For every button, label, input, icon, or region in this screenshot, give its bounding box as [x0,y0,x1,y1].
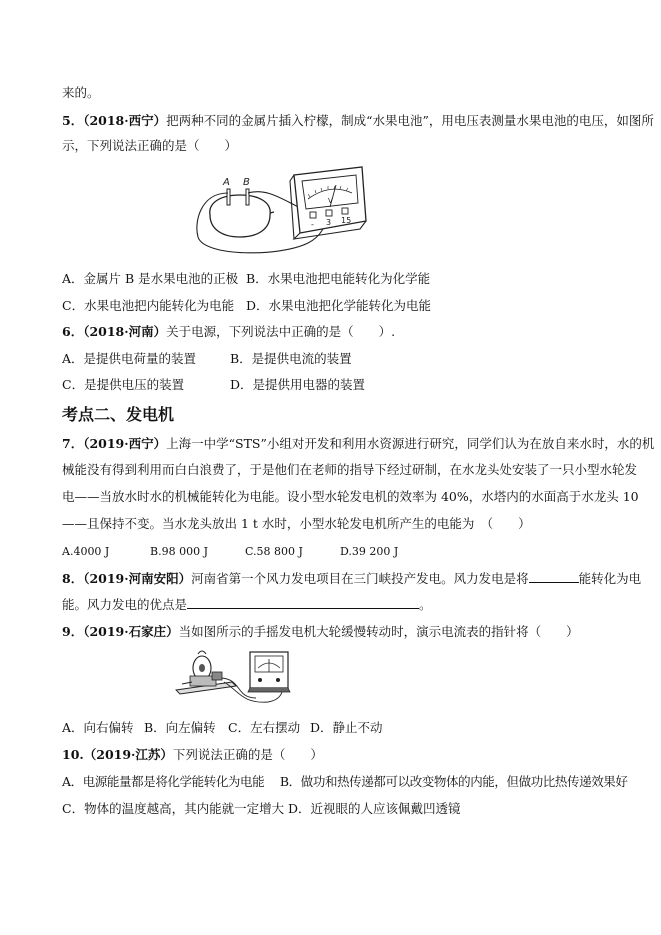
question-7-line-3: 电——当放水时水的机械能转化为电能。设小型水轮发电机的效率为 40%，水塔内的水面高于水龙头 10 [62,489,639,504]
question-text: 下列说法正确的是（ ） [172,747,323,762]
q7-option-a: A.4000 J [62,545,110,558]
question-source: （2018·河南） [83,324,167,339]
q5-option-a: A．金属片 B 是水果电池的正极 [62,271,239,286]
q6-option-b: B．是提供电流的装置 [230,351,352,366]
metal-plate-a [227,189,230,205]
question-text: 关于电源，下列说法中正确的是（ ）. [166,324,396,339]
answer-blank [187,597,419,609]
question-number: 5． [62,113,84,128]
q9-option-c: C．左右摆动 [228,720,301,735]
q7-option-b: B.98 000 J [150,545,208,558]
q5-option-c: C．水果电池把内能转化为电能 [62,298,235,313]
question-5-line-1 [62,112,654,130]
q5-option-d: D．水果电池把化学能转化为电能 [246,298,432,313]
q10-options-ab: A．电源能量都是将化学能转化为电能 B．做功和热传递都可以改变物体的内能，但做功比热传递效果好 [62,774,628,789]
q10-options-cd: C．物体的温度越高，其内能就一定增大 D．近视眼的人应该佩戴凹透镜 [62,801,461,816]
question-5-line-2: 示，下列说法正确的是（ ） [62,138,238,153]
question-source: （2019·石家庄） [83,624,179,639]
question-source: （2019·西宁） [83,436,167,451]
question-7-line-1 [62,435,654,453]
fruit-battery-figure [190,163,372,263]
question-number: 9． [62,624,84,639]
q9-option-a: A．向右偏转 [62,720,134,735]
question-10 [62,746,323,764]
q6-option-a: A．是提供电荷量的装置 [62,351,197,366]
hand-generator-figure [172,646,302,712]
q9-option-d: D．静止不动 [310,720,383,735]
label-a: A [223,177,230,188]
question-8-line-1 [62,570,641,588]
question-text: 当如图所示的手摇发电机大轮缓慢转动时，演示电流表的指针将（ ） [178,624,579,639]
question-9 [62,623,579,641]
question-number: 6． [62,324,84,339]
section-title: 考点二、发电机 [62,405,175,424]
question-7-line-2: 械能没有得到利用而白白浪费了，于是他们在老师的指导下经过研制，在水龙头处安装了一只小型水轮发 [62,462,638,477]
question-7-line-4: ——且保持不变。当水龙头放出 1 t 水时，小型水轮发电机所产生的电能为 （ ） [62,516,531,531]
question-8-line-2 [62,596,432,614]
label-b: B [243,177,250,188]
intro-line: 来的。 [62,85,100,100]
question-text: 上海一中学“STS”小组对开发和利用水资源进行研究，同学们认为在放自来水时，水的机 [166,436,655,451]
q6-option-d: D．是提供用电器的装置 [230,377,366,392]
question-text-tail: 能转化为电 [578,571,642,586]
question-source: （2019·河南安阳） [83,571,192,586]
question-number: 10. [62,747,84,762]
q5-option-b: B．水果电池把电能转化为化学能 [246,271,431,286]
answer-blank [529,571,579,583]
q6-option-c: C．是提供电压的装置 [62,377,185,392]
question-text: 能。风力发电的优点是 [62,597,188,612]
question-6 [62,323,395,341]
terminal-minus: - [311,220,314,229]
question-text: 把两种不同的金属片插入柠檬，制成“水果电池”，用电压表测量水果电池的电压，如图所 [166,113,654,128]
metal-plate-b [246,189,249,205]
question-number: 7． [62,436,84,451]
q7-option-d: D.39 200 J [340,545,399,558]
question-source: （2018·西宁） [83,113,167,128]
dial-v: V [328,197,333,205]
q7-option-c: C.58 800 J [245,545,303,558]
q9-option-b: B．向左偏转 [144,720,216,735]
question-text: 河南省第一个风力发电项目在三门峡投产发电。风力发电是将 [191,571,529,586]
lemon-shape [210,195,270,237]
question-number: 8． [62,571,84,586]
terminal-15: 15 [341,216,352,225]
question-text-tail: 。 [419,597,432,612]
terminal-3: 3 [326,218,332,227]
question-source: （2019·江苏） [83,747,173,762]
